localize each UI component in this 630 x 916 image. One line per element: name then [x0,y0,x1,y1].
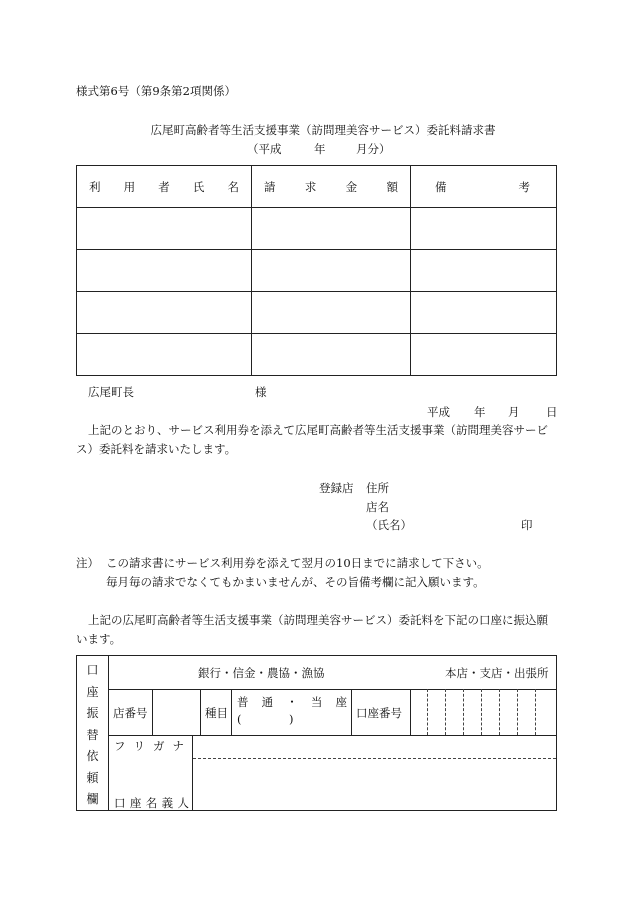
user-name-cell[interactable] [77,250,252,292]
date-era: 平成 [427,405,450,419]
form-number: 様式第6号（第9条第2項関係） [76,84,236,98]
document-title: 広尾町高齢者等生活支援事業（訪問理美容サービス）委託料請求書 [150,123,496,137]
period-year: 年 [314,142,326,156]
furigana-input[interactable] [193,736,555,757]
paren-open: ( [237,712,242,726]
remarks-cell[interactable] [411,292,557,334]
digit-divider [427,689,428,735]
branch-number-input[interactable] [153,690,200,735]
applicant-label: 登録店 [319,481,354,495]
remarks-cell[interactable] [411,208,557,250]
transfer-statement-line-1: 上記の広尾町高齢者等生活支援事業（訪問理美容サービス）委託料を下記の口座に振込願 [88,613,548,627]
account-number-label: 口座番号 [356,706,402,720]
paren-close: ) [289,712,294,726]
divider [200,689,201,735]
notes-line-2: 毎月毎の請求でなくてもかまいませんが、その旨備考欄に記入願います。 [106,575,485,589]
remarks-cell[interactable] [411,250,557,292]
user-name-cell[interactable] [77,334,252,376]
table-row [77,334,557,376]
notes-prefix: 注） [76,556,99,570]
amount-cell[interactable] [252,250,411,292]
transfer-statement-line-2: います。 [76,632,122,646]
header-user-name: 利 用 者 氏 名 [77,166,252,208]
digit-divider [445,689,446,735]
statement-line-1: 上記のとおり、サービス利用券を添えて広尾町高齢者等生活支援事業（訪問理美容サービ [88,423,548,437]
period-month: 月分） [356,142,391,156]
branch-number-label: 店番号 [113,706,148,720]
header-amount: 請 求 金 額 [252,166,411,208]
remarks-cell[interactable] [411,334,557,376]
applicant-store-label: 店名 [366,500,389,514]
divider [351,689,352,735]
digit-divider [463,689,464,735]
divider [231,689,232,735]
branch-types: 本店・支店・出張所 [445,666,549,680]
bank-transfer-box [76,655,557,811]
usage-table [76,165,557,376]
user-name-cell[interactable] [77,208,252,250]
notes-line-1: この請求書にサービス利用券を添えて翌月の10日までに請求して下さい。 [106,556,489,570]
digit-divider [481,689,482,735]
period-open: （平成 [247,142,282,156]
account-holder-input[interactable] [193,759,555,810]
table-row [77,208,557,250]
digit-divider [517,689,518,735]
account-types: 普 通 ・ 当 座 [237,695,347,709]
applicant-address-label: 住所 [366,481,389,495]
table-row [77,292,557,334]
date-month: 月 [508,405,520,419]
type-label: 種目 [205,706,228,720]
date-year: 年 [474,405,486,419]
furigana-label: フ リ ガ ナ [114,739,184,753]
side-label: 口 座 振 替 依 頼 欄 [86,663,99,806]
user-name-cell[interactable] [77,292,252,334]
addressee-suffix: 様 [255,385,267,399]
addressee-name: 広尾町長 [88,385,134,399]
divider [410,689,411,735]
amount-cell[interactable] [252,208,411,250]
digit-divider [535,689,536,735]
institution-types: 銀行・信金・農協・漁協 [198,666,325,680]
divider [108,656,109,810]
amount-cell[interactable] [252,292,411,334]
date-day: 日 [546,405,558,419]
header-remarks: 備 考 [411,166,557,208]
account-holder-label: 口 座 名 義 人 [114,796,189,810]
digit-divider [499,689,500,735]
table-row [77,250,557,292]
usage-table-header-row [77,166,557,208]
amount-cell[interactable] [252,334,411,376]
seal-mark: 印 [521,518,533,532]
statement-line-2: ス）委託料を請求いたします。 [76,442,237,456]
applicant-name-label: （氏名） [366,518,412,532]
